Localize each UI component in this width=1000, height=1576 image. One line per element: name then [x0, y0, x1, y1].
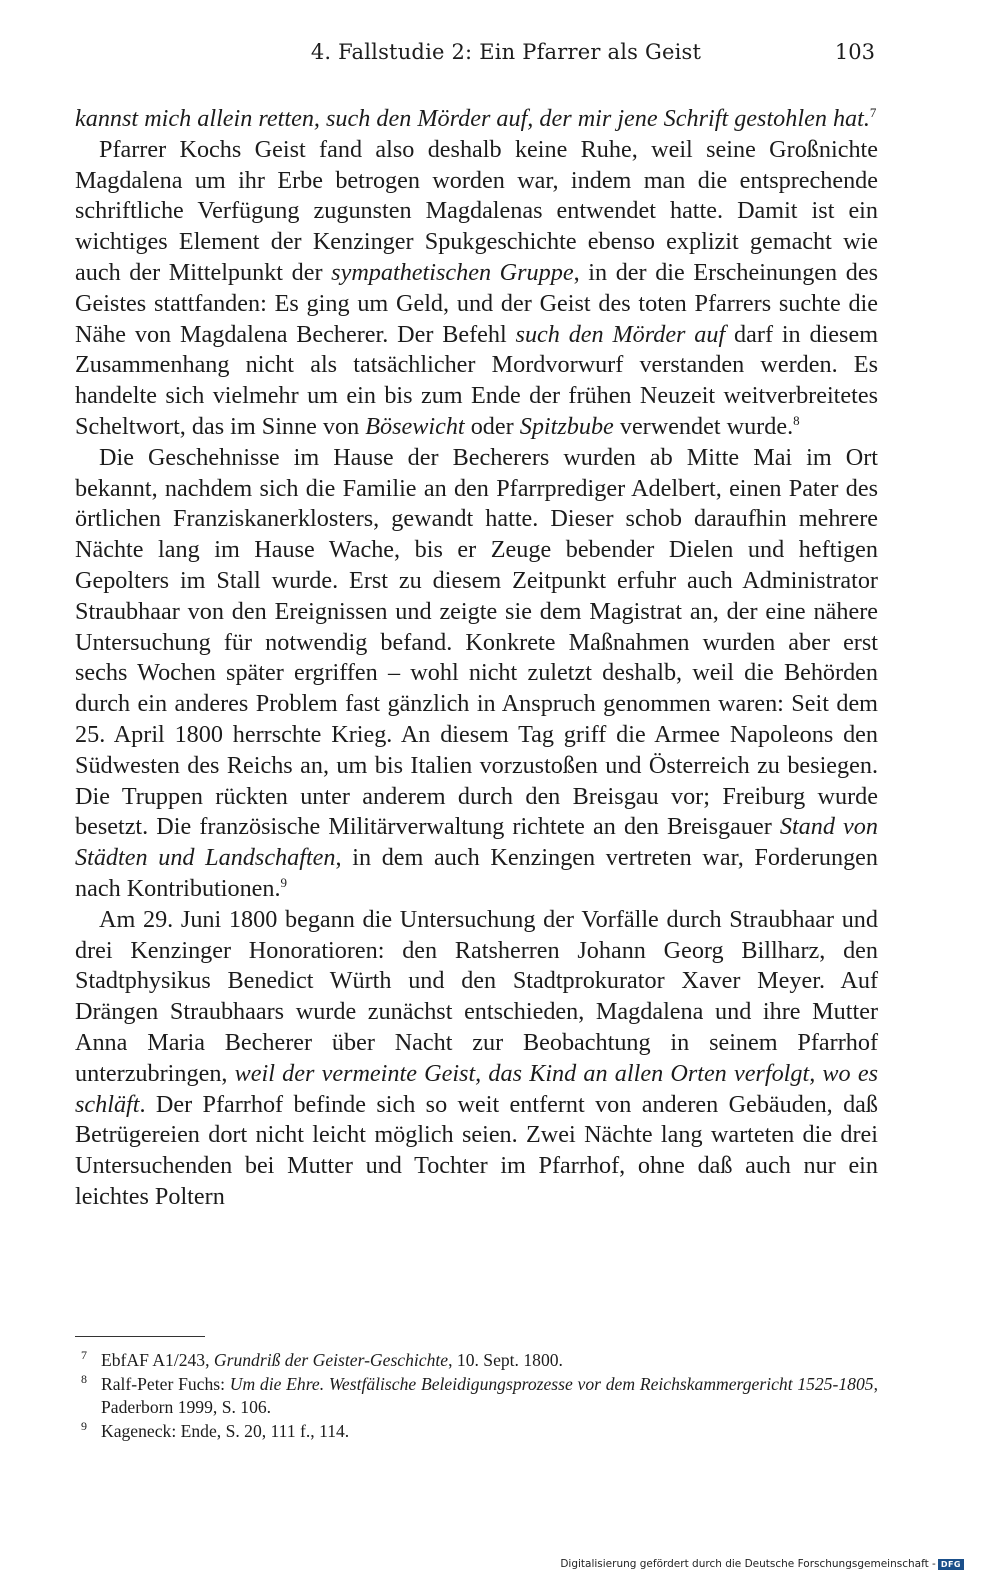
paragraph-4: [75, 905, 878, 1213]
text-run: Kageneck: Ende, S. 20, 111 f., 114.: [101, 1421, 350, 1441]
text-run: Am 29. Juni 1800 begann die Untersuchung der Vorfälle durch Straubhaar und drei Kenzinger Honoratioren: den Ratsherren Johann Georg Billharz, den Stadtphysikus Benedict Würth und den Stadtprokurator Xaver Meyer. Auf Drängen Straubhaars wurde zunächst entschieden, Magdalena und ihre Mutter Anna Maria Becherer über Nacht zur Beobachtung in seinem Pfarrhof unterzubringen,: [75, 905, 878, 1087]
text-run: oder: [464, 412, 520, 440]
text-run: , Paderborn 1999, S. 106.: [101, 1374, 878, 1417]
footnote-9: [75, 1420, 878, 1443]
italic-run: Stand von Städten und Landschaften: [75, 813, 878, 872]
footnote-ref-7[interactable]: 7: [869, 105, 877, 120]
text-run: Die Geschehnisse im Hause der Becherers wurden ab Mitte Mai im Ort bekannt, nachdem sich die Familie an den Pfarrprediger Adelbert, einen Pater des örtlichen Franziskanerklosters, gewandt hatte. Dieser schob daraufhin mehrere Nächte lang im Hause Wache, bis er Zeuge bebender Dielen und heftigen Gepolters im Stall wurde. Erst zu diesem Zeitpunkt erfuhr auch Administrator Straubhaar von den Ereignissen und zeigte sie dem Magistrat an, der eine nähere Untersuchung für notwendig befand. Konkrete Maßnahmen wurden aber erst sechs Wochen später ergriffen – wohl nicht zuletzt deshalb, weil die Behörden durch ein anderes Problem fast gänzlich in Anspruch genommen waren: Seit dem 25. April 1800 herrschte Krieg. An diesem Tag griff die Armee Napoleons den Südwesten des Reichs an, um bis Italien vorzustoßen und Österreich zu besiegen. Die Truppen rückten unter anderem durch den Breisgau vor; Freiburg wurde besetzt. Die französische Militärverwaltung richtete an den Breisgauer: [75, 443, 878, 841]
text-run: . Der Pfarrhof befinde sich so weit entfernt von anderen Gebäuden, daß Betrügereien dort nicht leicht möglich seien. Zwei Nächte lang warteten die drei Untersuchenden bei Mutter und Tochter im Pfarrhof, ohne daß auch nur ein leichtes Poltern: [75, 1090, 878, 1210]
italic-run: Bösewicht: [365, 412, 465, 440]
text-run: , 10. Sept. 1800.: [448, 1350, 563, 1370]
footnote-separator: [75, 1336, 205, 1337]
running-title: 4. Fallstudie 2: Ein Pfarrer als Geist: [310, 40, 702, 64]
page-number: 103: [834, 40, 875, 64]
footnote-number: 9: [81, 1419, 87, 1433]
text-run: , in dem auch Kenzingen vertreten war, Forderungen nach Kontributionen.: [75, 844, 879, 902]
italic-run: such den Mörder auf: [515, 320, 726, 348]
text-run: verwendet wurde.: [613, 412, 794, 440]
text-run: darf in diesem Zusammenhang nicht als tatsächlicher Mordvorwurf verstanden werden. Es handelte sich vielmehr um ein bis zum Ende der frühen Neuzeit weitverbreitetes Scheltwort, das im Sinne von: [75, 320, 879, 440]
body-text: [75, 104, 878, 1213]
quote-text: kannst mich allein retten, such den Mörder auf, der mir jene Schrift gestohlen hat.: [75, 105, 870, 132]
italic-run: sympathetischen Gruppe: [331, 258, 574, 286]
text-run: EbfAF A1/243,: [101, 1350, 214, 1370]
footnote-number: 8: [81, 1372, 87, 1386]
text-run: Ralf-Peter Fuchs:: [101, 1374, 230, 1394]
footnote-7: [75, 1349, 878, 1372]
credit-text: Digitalisierung gefördert durch die Deutsche Forschungsgemeinschaft -: [560, 1558, 936, 1570]
footnote-ref-9[interactable]: 9: [280, 874, 288, 890]
italic-run: Spitzbube: [519, 412, 614, 440]
footnotes: [75, 1349, 878, 1444]
digitization-credit: [560, 1558, 964, 1570]
footnote-ref-8[interactable]: 8: [793, 412, 800, 428]
footnote-number: 7: [81, 1348, 87, 1362]
paragraph-3: [75, 443, 878, 905]
text-run: , in der die Erscheinungen des Geistes stattfanden: Es ging um Geld, und der Geist des toten Pfarrers suchte die Nähe von Magdalena Becherer. Der Befehl: [75, 258, 878, 348]
italic-run: Grundriß der Geister-Geschichte: [213, 1350, 449, 1370]
paragraph-2: [75, 135, 878, 443]
dfg-logo-icon: DFG: [938, 1559, 964, 1570]
footnote-8: [75, 1373, 878, 1419]
page-header: [75, 40, 875, 74]
paragraph-1: [75, 104, 878, 135]
text-run: Pfarrer Kochs Geist fand also deshalb keine Ruhe, weil seine Großnichte Magdalena um ihr Erbe betrogen worden war, indem man die entsprechende schriftliche Verfügung zugunsten Magdalenas entwendet hatte. Damit ist ein wichtiges Element der Kenzinger Spukgeschichte ebenso explizit gemacht wie auch der Mittelpunkt der: [75, 135, 878, 286]
italic-run: Um die Ehre. Westfälische Beleidigungsprozesse vor dem Reichskammergericht 1525-1805: [229, 1374, 874, 1394]
italic-run: weil der vermeinte Geist, das Kind an allen Orten verfolgt, wo es schläft: [75, 1059, 878, 1118]
